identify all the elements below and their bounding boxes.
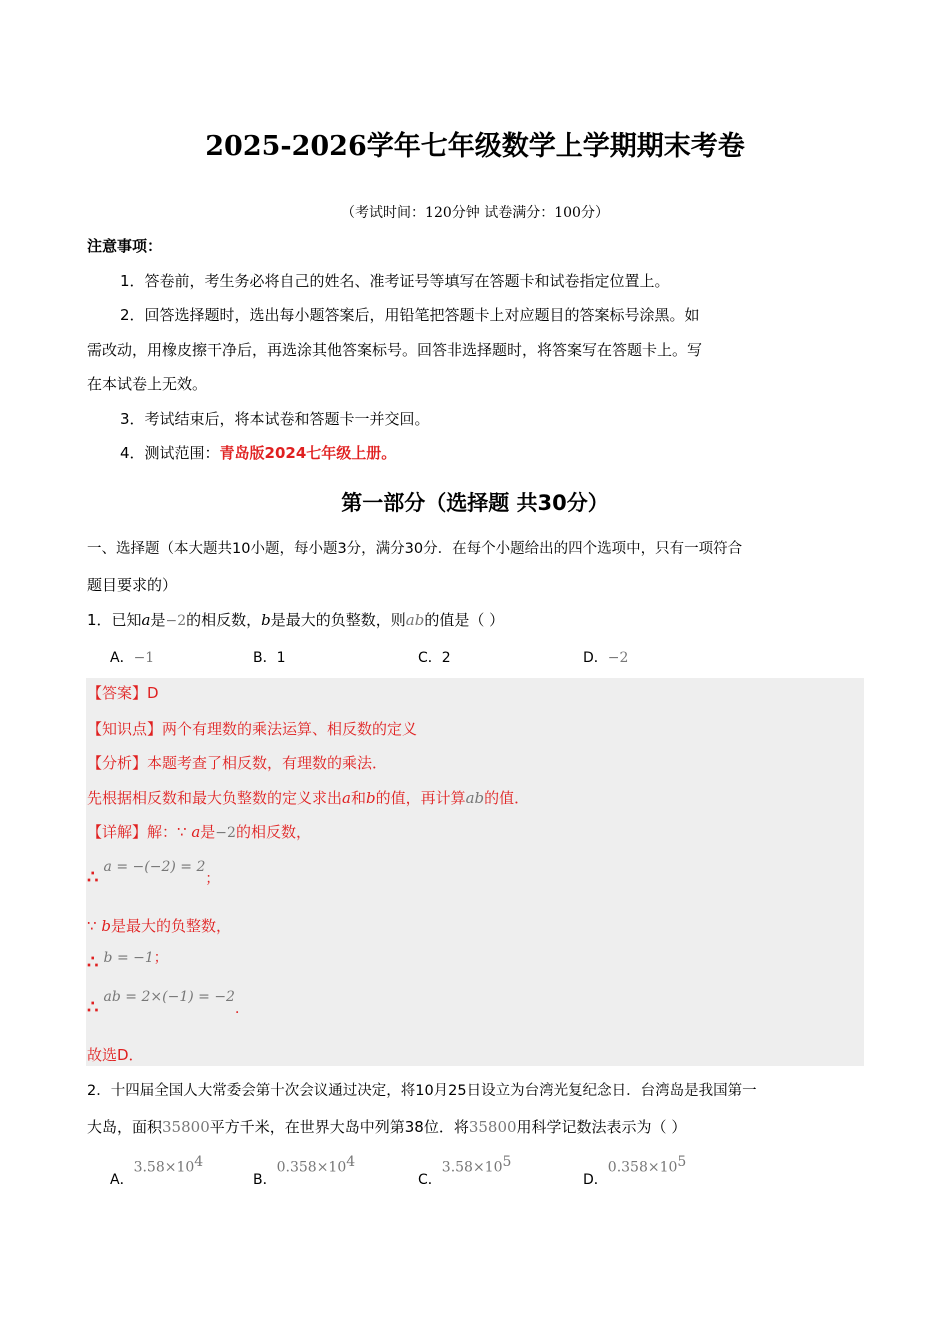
notice-item-3: 3．考试结束后，将本试卷和答题卡一并交回。 <box>120 410 430 428</box>
notice-item-2-line-1: 2．回答选择题时，选出每小题答案后，用铅笔把答题卡上对应题目的答案标号涂黑。如 <box>120 306 700 324</box>
test-scope: 青岛版2024七年级上册。 <box>219 444 397 462</box>
option-label: D． <box>583 1171 608 1188</box>
detail-line <box>87 821 311 844</box>
option-value: 0.358×10 <box>607 1159 678 1176</box>
exponent: 5 <box>502 1154 512 1170</box>
therefore-symbol: ∴ <box>87 997 99 1018</box>
section-intro-line-1: 一、选择题（本大题共10小题，每小题3分，满分30分．在每个小题给出的四个选项中，只有一项符合 <box>87 541 743 557</box>
text: 和 <box>350 789 366 807</box>
analysis-line: 【分析】本题考查了相反数，有理数的乘法． <box>87 754 388 772</box>
question-2-line-1: 2．十四届全国人大常委会第十次会议通过决定，将10月25日设立为台湾光复纪念日．台湾岛是我国第一 <box>87 1083 757 1099</box>
option-value: 0.358×10 <box>276 1159 347 1176</box>
var-b: b <box>261 611 271 629</box>
notice-heading: 注意事项： <box>87 237 163 255</box>
exponent: 4 <box>194 1154 204 1170</box>
analysis-line-2 <box>87 787 529 809</box>
section-title: 第一部分（选择题 共30分） <box>341 491 609 515</box>
text: 的值，再计算 <box>375 789 466 807</box>
option-label: C． <box>418 1171 442 1188</box>
option-label: A． <box>110 650 134 666</box>
because-symbol: ∵ <box>87 917 97 935</box>
text: 是 <box>200 823 216 841</box>
q2-option-b[interactable] <box>253 1154 356 1188</box>
q1-option-c[interactable]: C．2 <box>418 650 451 666</box>
q1-text: 是最大的负整数，则 <box>270 611 406 629</box>
notice-item-4-prefix: 4．测试范围： <box>120 444 220 462</box>
exponent: 5 <box>677 1154 687 1170</box>
section-intro-line-2: 题目要求的） <box>87 576 178 594</box>
text: ； <box>205 871 220 887</box>
text: 【详解】解：∵ <box>87 823 187 841</box>
var-a: a <box>191 823 201 841</box>
equation-2 <box>87 946 168 973</box>
var-a: a <box>141 611 151 629</box>
option-value: 3.58×10 <box>133 1159 195 1176</box>
equation-text: a = −(−2) = 2 <box>103 859 206 875</box>
text: 用科学记数法表示为（ ） <box>516 1118 687 1136</box>
text: 是最大的负整数， <box>110 917 231 935</box>
text: 的相反数， <box>235 823 311 841</box>
equation-3 <box>87 985 249 1018</box>
q2-option-c[interactable] <box>418 1154 512 1188</box>
var-ab: ab <box>465 789 485 807</box>
var-b: b <box>365 789 376 807</box>
therefore-symbol: ∴ <box>87 952 99 973</box>
q2-option-a[interactable] <box>110 1154 204 1188</box>
q2-option-d[interactable] <box>583 1154 687 1188</box>
therefore-symbol: ∴ <box>87 867 99 888</box>
var-a: a <box>342 789 351 807</box>
exam-meta: （考试时间：120分钟 试卷满分：100分） <box>341 205 609 221</box>
text: 平方千米，在世界大岛中列第38位．将 <box>209 1118 469 1136</box>
option-label: D． <box>583 650 608 666</box>
text: 大岛，面积 <box>87 1118 163 1136</box>
option-value: 3.58×10 <box>441 1159 503 1176</box>
exponent: 4 <box>346 1154 356 1170</box>
equation-text: ab = 2×(−1) = −2 <box>103 989 235 1005</box>
number: 35800 <box>162 1118 210 1136</box>
option-value: −1 <box>133 650 155 666</box>
option-label: A． <box>110 1171 134 1188</box>
answer-line: 【答案】D <box>87 684 159 702</box>
equation-text: b = −1 <box>103 950 154 966</box>
q1-option-d[interactable] <box>583 647 628 667</box>
q1-text: 的相反数， <box>186 611 262 629</box>
option-value: −2 <box>607 650 629 666</box>
notice-item-1: 1．答卷前，考生务必将自己的姓名、准考证号等填写在答题卡和试卷指定位置上。 <box>120 272 670 290</box>
text: 的值． <box>484 789 530 807</box>
question-2-line-2 <box>87 1116 686 1138</box>
var-ab: ab <box>405 611 425 629</box>
knowledge-line: 【知识点】两个有理数的乘法运算、相反数的定义 <box>87 720 418 738</box>
equation-1 <box>87 855 220 888</box>
question-1-stem <box>87 609 504 632</box>
q1-option-a[interactable] <box>110 647 154 667</box>
var-b: b <box>101 917 111 935</box>
q1-text: 的值是（ ） <box>424 611 505 629</box>
text: 先根据相反数和最大负整数的定义求出 <box>87 789 343 807</box>
number: −2 <box>215 825 236 841</box>
q1-number: −2 <box>165 613 187 629</box>
q1-text: 是 <box>150 611 166 629</box>
because-b-line <box>87 915 231 937</box>
text: ； <box>153 950 168 966</box>
notice-item-4 <box>120 442 396 464</box>
q1-option-b[interactable]: B．1 <box>253 650 286 666</box>
option-label: B． <box>253 1171 277 1188</box>
conclusion-line: 故选D． <box>87 1046 144 1064</box>
text: ． <box>234 1001 249 1017</box>
page-title: 2025-2026学年七年级数学上学期期末考卷 <box>205 131 745 162</box>
notice-item-2-line-2: 需改动，用橡皮擦干净后，再选涂其他答案标号。回答非选择题时，将答案写在答题卡上。写 <box>87 341 703 359</box>
notice-item-2-line-3: 在本试卷上无效。 <box>87 375 208 393</box>
q1-text: 1．已知 <box>87 611 142 629</box>
number: 35800 <box>468 1118 517 1136</box>
